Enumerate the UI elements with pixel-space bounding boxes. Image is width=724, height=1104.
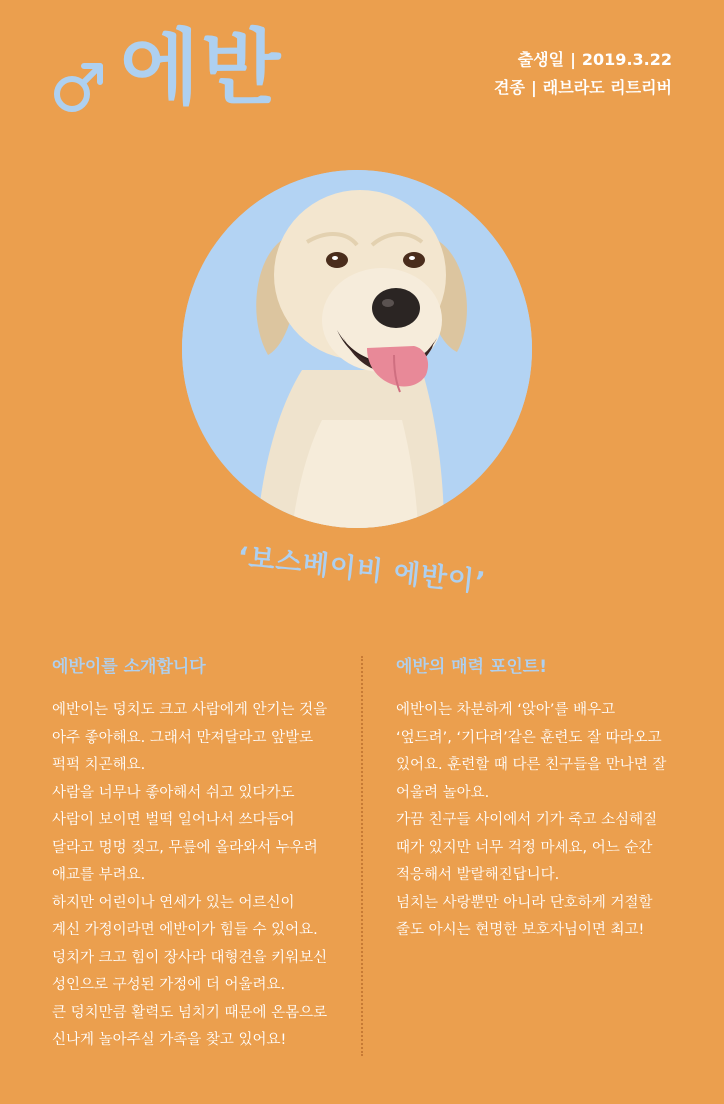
column-divider — [361, 656, 363, 1056]
intro-line: 덩치가 크고 힘이 장사라 대형견을 키워보신 — [52, 949, 328, 966]
intro-line: 신나게 놀아주실 가족을 찾고 있어요! — [52, 1032, 287, 1048]
charm-line: ‘엎드려’, ‘기다려’같은 훈련도 잘 따라오고 — [396, 729, 662, 746]
intro-line: 하지만 어린이나 연세가 있는 어르신이 — [52, 894, 295, 911]
birth-label: 출생일 — [517, 50, 565, 69]
charm-title: 에반의 매력 포인트! — [396, 657, 547, 677]
intro-line: 사람을 너무나 좋아해서 쉬고 있다가도 — [52, 784, 295, 801]
charm-line: 적응해서 발랄해진답니다. — [396, 867, 560, 883]
charm-line: 때가 있지만 너무 걱정 마세요, 어느 순간 — [396, 839, 653, 856]
info-separator: | — [570, 50, 576, 69]
intro-line: 사람이 보이면 벌떡 일어나서 쓰다듬어 — [52, 812, 295, 828]
birth-info — [494, 46, 672, 74]
nickname-area — [0, 541, 724, 605]
intro-title: 에반이를 소개합니다 — [52, 657, 206, 677]
info-separator: | — [530, 78, 537, 97]
breed-value: 래브라도 리트리버 — [542, 78, 672, 97]
dog-nickname: ‘보스베이비 에반이’ — [235, 541, 488, 599]
breed-label: 견종 — [494, 78, 525, 97]
charm-line: 넘치는 사랑뿐만 아니라 단호하게 거절할 — [396, 894, 653, 911]
charm-line: 에반이는 차분하게 ‘앉아’를 배우고 — [396, 702, 616, 718]
intro-text — [52, 697, 352, 1055]
intro-line: 큰 덩치만큼 활력도 넘치기 때문에 온몸으로 — [52, 1004, 328, 1021]
birth-value: 2019.3.22 — [581, 50, 672, 69]
dog-name: 에반 — [120, 21, 283, 116]
charm-line: 어울려 놀아요. — [396, 784, 490, 801]
intro-line: 퍽퍽 치곤해요. — [52, 757, 146, 773]
profile-header — [0, 0, 724, 140]
intro-line: 달라고 멍멍 짖고, 무릎에 올라와서 누우려 — [52, 839, 318, 856]
dog-info — [494, 46, 672, 102]
dog-photo — [182, 170, 532, 528]
intro-line: 에반이는 덩치도 크고 사람에게 안기는 것을 — [52, 702, 328, 718]
charm-line: 줄도 아시는 현명한 보호자님이면 최고! — [396, 922, 645, 938]
charm-text — [396, 697, 696, 945]
male-symbol-icon — [50, 58, 108, 116]
charm-line: 가끔 친구들 사이에서 기가 죽고 소심해질 — [396, 812, 658, 828]
intro-section — [52, 652, 352, 1055]
charm-line: 있어요. 훈련할 때 다른 친구들을 만나면 잘 — [396, 757, 667, 773]
charm-section — [396, 652, 696, 945]
intro-line: 성인으로 구성된 가정에 더 어울려요. — [52, 977, 286, 993]
labrador-retriever-photo — [182, 170, 532, 528]
intro-line: 애교를 부려요. — [52, 867, 146, 883]
intro-line: 아주 좋아해요. 그래서 만져달라고 앞발로 — [52, 729, 314, 746]
breed-info — [494, 74, 672, 102]
intro-line: 계신 가정이라면 에반이가 힘들 수 있어요. — [52, 922, 318, 938]
